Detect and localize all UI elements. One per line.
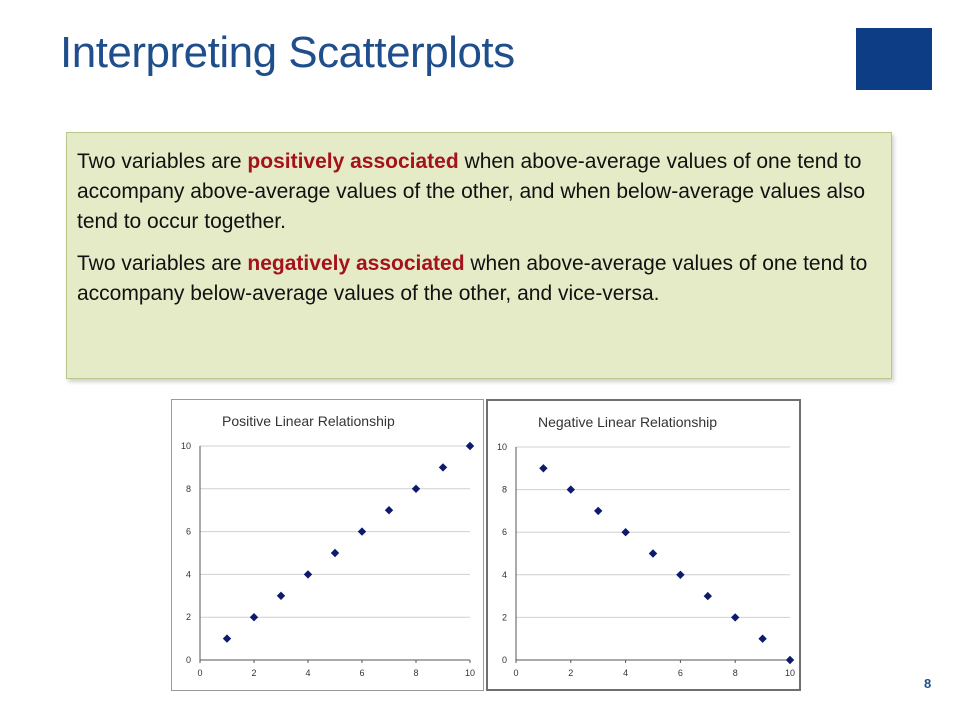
page-number: 8 xyxy=(924,676,932,691)
chart-title: Positive Linear Relationship xyxy=(222,413,395,429)
data-point xyxy=(731,613,739,621)
positive-term: positively associated xyxy=(247,150,459,173)
x-tick-label: 6 xyxy=(359,668,365,678)
data-point xyxy=(676,571,684,579)
data-point xyxy=(304,570,312,578)
y-tick-label: 6 xyxy=(501,527,507,538)
data-point xyxy=(539,464,547,472)
positive-chart-panel xyxy=(171,399,484,691)
y-tick-label: 10 xyxy=(496,442,507,452)
data-point xyxy=(277,592,285,600)
data-point xyxy=(594,507,602,515)
y-tick-label: 4 xyxy=(185,569,191,580)
x-tick-label: 10 xyxy=(784,668,796,678)
data-point xyxy=(758,635,766,643)
positive-definition-suffix: when above-average values of one tend to accompany above-average values of the other, and when below-average values also tend to occur together. xyxy=(77,150,866,233)
x-tick-label: 2 xyxy=(568,668,574,678)
x-tick-label: 6 xyxy=(677,668,683,678)
x-tick-label: 0 xyxy=(513,668,519,678)
x-tick-label: 10 xyxy=(464,668,476,678)
corner-accent-square xyxy=(856,28,932,90)
definition-box xyxy=(66,132,892,379)
y-tick-label: 2 xyxy=(185,612,191,623)
positive-definition-prefix: Two variables are xyxy=(77,150,248,173)
negative-definition xyxy=(77,249,881,309)
negative-scatter-chart xyxy=(488,401,799,689)
y-tick-label: 4 xyxy=(501,569,507,580)
x-tick-label: 4 xyxy=(305,668,311,678)
data-point xyxy=(358,527,366,535)
y-tick-label: 6 xyxy=(185,526,191,537)
y-tick-label: 10 xyxy=(180,441,191,451)
data-point xyxy=(439,463,447,471)
data-point xyxy=(649,549,657,557)
data-point xyxy=(250,613,258,621)
negative-definition-prefix: Two variables are xyxy=(77,252,248,275)
data-point xyxy=(466,442,474,450)
y-tick-label: 2 xyxy=(501,612,507,623)
y-tick-label: 0 xyxy=(185,655,191,665)
y-tick-label: 0 xyxy=(501,655,507,665)
x-tick-label: 8 xyxy=(413,668,419,678)
data-point xyxy=(786,656,794,664)
negative-term: negatively associated xyxy=(247,252,465,275)
data-point xyxy=(331,549,339,557)
positive-definition xyxy=(77,147,881,237)
chart-title: Negative Linear Relationship xyxy=(538,414,717,430)
data-point xyxy=(567,485,575,493)
negative-chart-panel xyxy=(486,399,801,691)
data-point xyxy=(223,634,231,642)
data-point xyxy=(704,592,712,600)
x-tick-label: 4 xyxy=(623,668,629,678)
x-tick-label: 8 xyxy=(732,668,738,678)
x-tick-label: 0 xyxy=(197,668,203,678)
x-tick-label: 2 xyxy=(251,668,257,678)
y-tick-label: 8 xyxy=(185,483,191,494)
data-point xyxy=(621,528,629,536)
data-point xyxy=(385,506,393,514)
slide-title: Interpreting Scatterplots xyxy=(60,28,515,77)
y-tick-label: 8 xyxy=(501,484,507,495)
positive-scatter-chart xyxy=(172,400,483,690)
negative-definition-suffix: when above-average values of one tend to accompany below-average values of the other, and vice-versa. xyxy=(77,252,868,305)
data-point xyxy=(412,485,420,493)
